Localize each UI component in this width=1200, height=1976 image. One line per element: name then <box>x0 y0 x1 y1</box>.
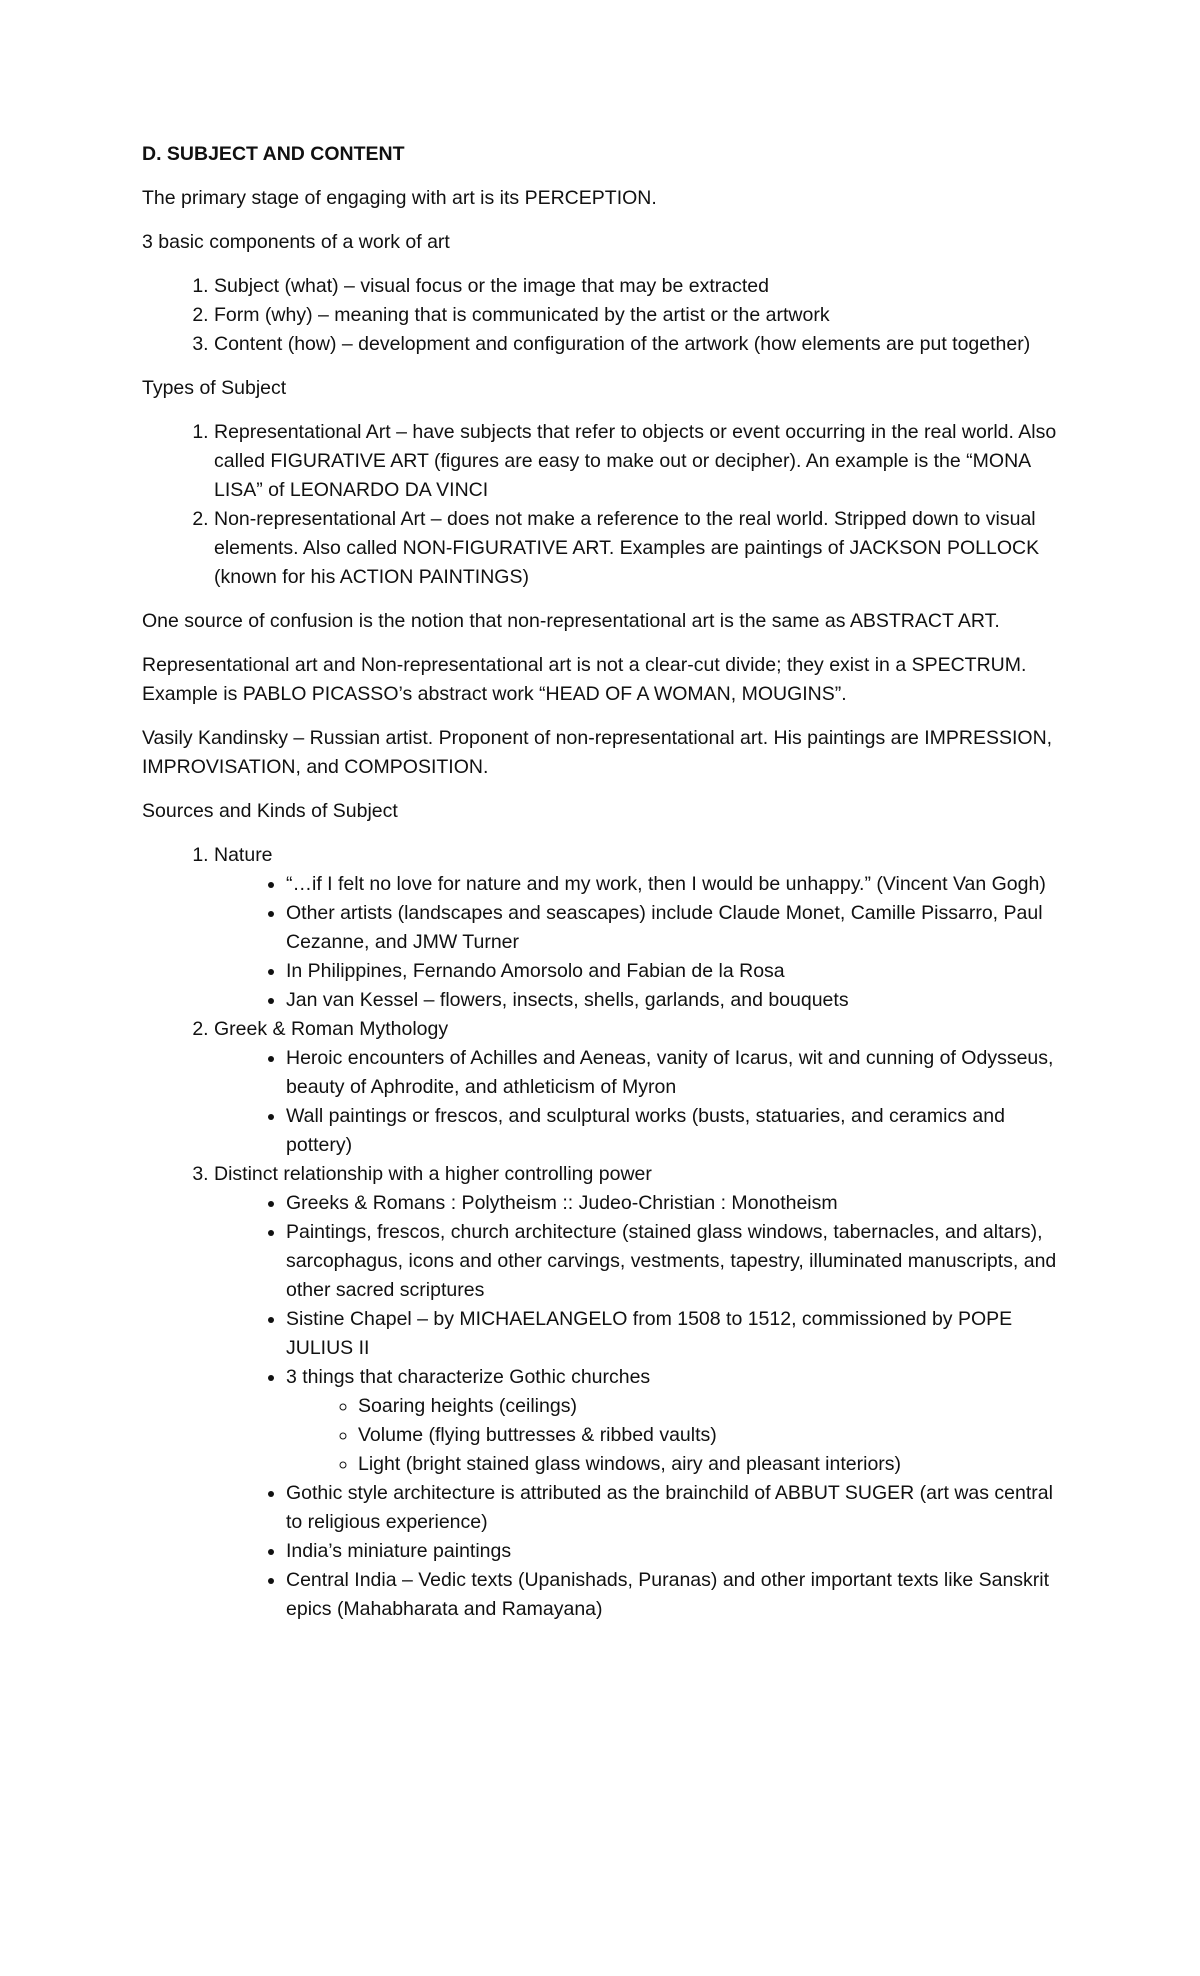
bullet-item: • Gothic style architecture is attributed as the brainchild of ABBUT SUGER (art was central to religious experience) <box>286 1479 1072 1537</box>
bullet-text: 3 things that characterize Gothic churches <box>286 1366 651 1388</box>
sources-list <box>142 841 1072 1624</box>
section-heading: D. SUBJECT AND CONTENT <box>142 143 405 165</box>
paragraph-spectrum: Representational art and Non-representational art is not a clear-cut divide; they exist in a SPECTRUM. Example is PABLO PICASSO’s abstract work “HEAD OF A WOMAN, MOUGINS”. <box>142 654 1027 705</box>
types-list <box>142 418 1072 592</box>
list-item: 2. Form (why) – meaning that is communicated by the artist or the artwork <box>214 301 1072 330</box>
bullet-item: • “…if I felt no love for nature and my work, then I would be unhappy.” (Vincent Van Gogh) <box>286 870 1072 899</box>
list-item-higher-power <box>214 1160 1072 1624</box>
intro-paragraph: The primary stage of engaging with art is its PERCEPTION. <box>142 187 657 209</box>
bullet-item: • Paintings, frescos, church architecture (stained glass windows, tabernacles, and altars), sarcophagus, icons and other carvings, vestments, tapestry, illuminated manuscripts, and other sacred scriptures <box>286 1218 1072 1305</box>
nature-bullets <box>214 870 1072 1015</box>
bullet-item-gothic <box>286 1363 1072 1479</box>
bullet-item: • Wall paintings or frescos, and sculptural works (busts, statuaries, and ceramics and pottery) <box>286 1102 1072 1160</box>
sub-bullet-item: ◦ Light (bright stained glass windows, airy and pleasant interiors) <box>358 1450 1072 1479</box>
list-item-mythology <box>214 1015 1072 1160</box>
list-item: 2. Non-representational Art – does not make a reference to the real world. Stripped down to visual elements. Also called NON-FIGURATIVE ART. Examples are paintings of JACKSON POLLOCK (known for his ACTION PAINTINGS) <box>214 505 1072 592</box>
paragraph-abstract: One source of confusion is the notion that non-representational art is the same as ABSTRACT ART. <box>142 610 1000 632</box>
bullet-item: • Jan van Kessel – flowers, insects, shells, garlands, and bouquets <box>286 986 1072 1015</box>
components-list <box>142 272 1072 359</box>
bullet-item: • Heroic encounters of Achilles and Aeneas, vanity of Icarus, wit and cunning of Odysseus, beauty of Aphrodite, and athleticism of Myron <box>286 1044 1072 1102</box>
components-label: 3 basic components of a work of art <box>142 231 450 253</box>
bullet-item: • Sistine Chapel – by MICHAELANGELO from 1508 to 1512, commissioned by POPE JULIUS II <box>286 1305 1072 1363</box>
list-item: 3. Content (how) – development and configuration of the artwork (how elements are put together) <box>214 330 1072 359</box>
list-item-title: Distinct relationship with a higher controlling power <box>214 1163 652 1185</box>
gothic-sub-list <box>286 1392 1072 1479</box>
bullet-item: • Greeks & Romans : Polytheism :: Judeo-Christian : Monotheism <box>286 1189 1072 1218</box>
bullet-item: • Central India – Vedic texts (Upanishads, Puranas) and other important texts like Sanskrit epics (Mahabharata and Ramayana) <box>286 1566 1072 1624</box>
sub-bullet-item: ◦ Volume (flying buttresses & ribbed vaults) <box>358 1421 1072 1450</box>
sub-bullet-item: ◦ Soaring heights (ceilings) <box>358 1392 1072 1421</box>
document-page <box>142 140 1072 1639</box>
list-item-nature <box>214 841 1072 1015</box>
bullet-item: • Other artists (landscapes and seascapes) include Claude Monet, Camille Pissarro, Paul Cezanne, and JMW Turner <box>286 899 1072 957</box>
list-item: 1. Representational Art – have subjects that refer to objects or event occurring in the real world. Also called FIGURATIVE ART (figures are easy to make out or decipher). An example is the “MONA LISA” of LEONARDO DA VINCI <box>214 418 1072 505</box>
bullet-item: • India’s miniature paintings <box>286 1537 1072 1566</box>
higher-power-bullets <box>214 1189 1072 1624</box>
list-item-title: Greek & Roman Mythology <box>214 1018 449 1040</box>
mythology-bullets <box>214 1044 1072 1160</box>
paragraph-kandinsky: Vasily Kandinsky – Russian artist. Proponent of non-representational art. His paintings are IMPRESSION, IMPROVISATION, and COMPOSITION. <box>142 727 1053 778</box>
bullet-item: • In Philippines, Fernando Amorsolo and Fabian de la Rosa <box>286 957 1072 986</box>
types-label: Types of Subject <box>142 377 287 399</box>
list-item: 1. Subject (what) – visual focus or the image that may be extracted <box>214 272 1072 301</box>
sources-label: Sources and Kinds of Subject <box>142 800 398 822</box>
list-item-title: Nature <box>214 844 273 866</box>
